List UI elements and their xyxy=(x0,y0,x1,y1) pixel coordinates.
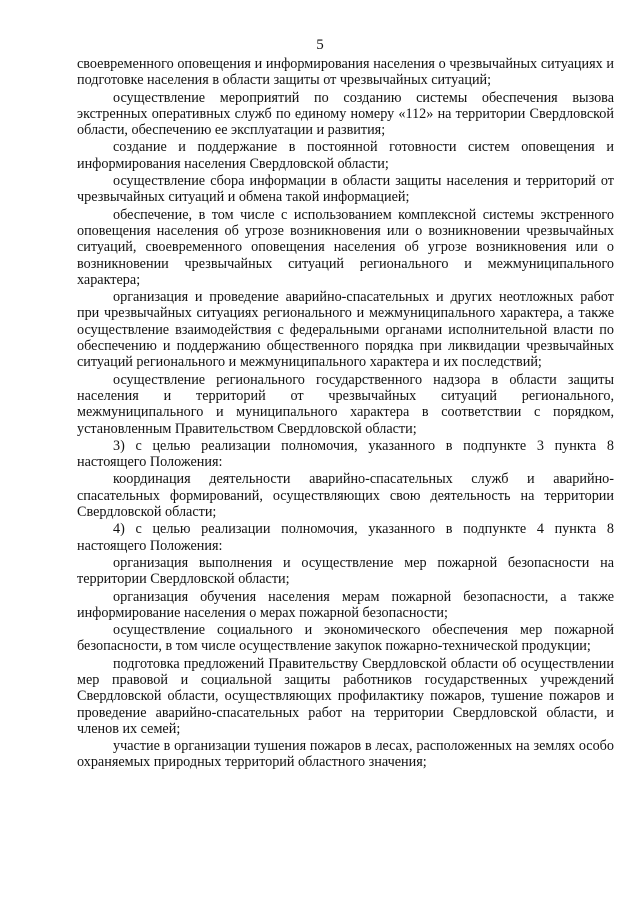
paragraph: создание и поддержание в постоянной готовности систем оповещения и информирования населения Свердловской области; xyxy=(77,139,614,172)
paragraph: координация деятельности аварийно-спасательных служб и аварийно-спасательных формирований, осуществляющих свою деятельность на территории Свердловской области; xyxy=(77,471,614,521)
paragraph: организация выполнения и осуществление мер пожарной безопасности на территории Свердловской области; xyxy=(77,554,614,588)
paragraph: обеспечение, в том числе с использованием комплексной системы экстренного оповещения населения об угрозе возникновения или о возникновении чрезвычайных ситуаций, своевременного оповещения населения об угрозе возникновения или о возникновении чрезвычайных ситуаций регионального и межмуниципального характера; xyxy=(77,206,614,288)
paragraph: участие в организации тушения пожаров в лесах, расположенных на землях особо охраняемых природных территорий областного значения; xyxy=(77,738,614,771)
paragraph: осуществление социального и экономического обеспечения мер пожарной безопасности, в том числе осуществление закупок пожарно-технической продукции; xyxy=(77,622,614,655)
numbered-item-4: 4) с целью реализации полномочия, указанного в подпункте 4 пункта 8 настоящего Положения: xyxy=(77,521,614,554)
paragraph: осуществление сбора информации в области защиты населения и территорий от чрезвычайных ситуаций и обмена такой информацией; xyxy=(77,173,614,206)
paragraph-continuation: своевременного оповещения и информирования населения о чрезвычайных ситуациях и подготовке населения в области защиты от чрезвычайных ситуаций; xyxy=(77,56,614,89)
paragraph: организация и проведение аварийно-спасательных и других неотложных работ при чрезвычайных ситуациях регионального и межмуниципального характера, а также осуществление взаимодействия с федеральными органами исполнительной власти по обеспечению и поддержанию общественного порядка при ликвидации чрезвычайных ситуаций регионального и межмуниципального характера и их последствий; xyxy=(77,289,614,371)
paragraph: подготовка предложений Правительству Свердловской области об осуществлении мер правовой и социальной защиты работников государственных учреждений Свердловской области, осуществляющих профилактику пожаров, тушение пожаров и проведение аварийно-спасательных работ на территории Свердловской области, и членов их семей; xyxy=(77,655,614,737)
paragraph: осуществление мероприятий по созданию системы обеспечения вызова экстренных оперативных служб по единому номеру «112» на территории Свердловской области, обеспечению ее эксплуатации и развития; xyxy=(77,89,614,139)
paragraph: осуществление регионального государственного надзора в области защиты населения и территорий от чрезвычайных ситуаций регионального, межмуниципального и муниципального характера в соответствии с порядком, установленным Правительством Свердловской области; xyxy=(77,371,614,437)
document-body xyxy=(77,56,614,772)
paragraph: организация обучения населения мерам пожарной безопасности, а также информирование населения о мерах пожарной безопасности; xyxy=(77,588,614,621)
numbered-item-3: 3) с целью реализации полномочия, указанного в подпункте 3 пункта 8 настоящего Положения: xyxy=(77,437,614,471)
page-number: 5 xyxy=(316,37,324,53)
